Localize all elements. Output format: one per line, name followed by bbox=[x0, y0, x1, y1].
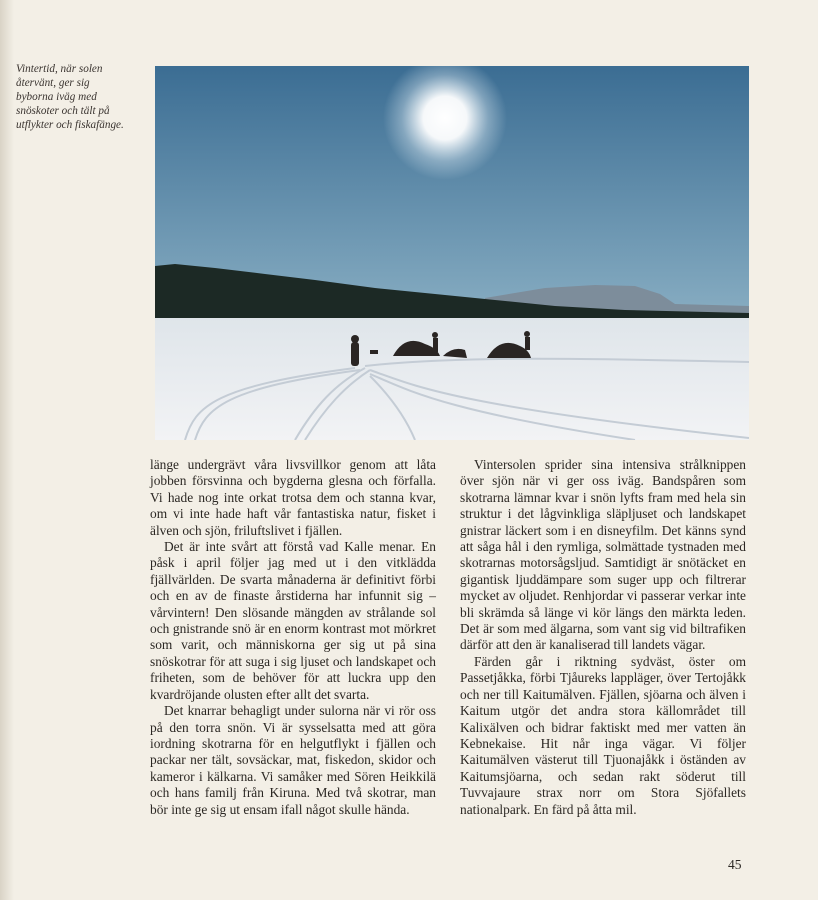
winter-lake-photo bbox=[155, 66, 749, 440]
frozen-lake bbox=[155, 318, 749, 440]
text-column-left bbox=[150, 457, 436, 818]
paragraph: Vintersolen sprider sina intensiva strålknippen över sjön när vi ger oss iväg. Bandspåren som skotrarna lämnar kvar i snön lyfts fram med hela sin struktur i det lågvinkliga släpljuset och landskapet gnistrar läckert som i en disneyfilm. Det känns synd att såga hål i den rymliga, solmättade tystnaden med skotrarnas motorsågsljud. Samtidigt är snötäcket en gigantisk ljuddämpare som suger upp och filtrerar mycket av oljudet. Renhjordar vi passerar verkar inte bli skrämda så länge vi kör längs den märkta leden. Det är som med älgarna, som vant sig vid biltrafiken därför att den är kanaliserad till landets vägar. bbox=[460, 457, 746, 653]
photo-caption bbox=[16, 62, 138, 132]
caption-line: återvänt, ger sig bbox=[16, 77, 90, 89]
caption-line: Vintertid, när solen bbox=[16, 63, 103, 75]
caption-line: utflykter och fiskafänge. bbox=[16, 119, 124, 131]
paragraph: länge undergrävt våra livsvillkor genom att låta jobben försvinna och bygderna glesna och förfalla. Vi hade nog inte orkat trotsa dem och stanna kvar, om vi inte hade haft vår fantastiska natur, fisket i älven och sjön, friluftslivet i fjällen. bbox=[150, 457, 436, 538]
page-number: 45 bbox=[728, 857, 742, 872]
paragraph: Det är inte svårt att förstå vad Kalle menar. En påsk i april följer jag med ut i den vitklädda fjällvärlden. De svarta månaderna är definitivt förbi och en av de finaste årstiderna har infunnit sig – vårvintern! Den slösande mängden av strålande sol och gnistrande snö är en enorm kontrast mot mörkret som varit, och människorna ger sig ut på sina snöskotrar för att suga i sig ljuset och landskapet och friheten, som de behöver för att luckra upp den kvardröjande olusten efter allt det svarta. bbox=[150, 539, 436, 702]
caption-line: byborna iväg med bbox=[16, 91, 97, 103]
paragraph: Färden går i riktning sydväst, öster om Passetjåkka, förbi Tjåureks lappläger, över Tertojåkk och ner till Kaitumälven. Fjällen, sjöarna och älven i Kaitum utgör det andra stora källområdet till Kalixälven och bidrar faktiskt med mer vatten än Kebnekaise. Hit når inga vägar. Vi följer Kaitumälven västerut till Tjuonajåkk i öständen av Kaitumsjöarna, och sedan rakt söderut till Tuvvajaure strax norr om Stora Sjöfallets nationalpark. En färd på åtta mil. bbox=[460, 653, 746, 817]
photo-illustration bbox=[155, 66, 749, 440]
paragraph: Det knarrar behagligt under sulorna när vi rör oss på den torra snön. Vi är sysselsatta med att göra iordning skotrarna för en helgutflykt i fjällen och packar ner tält, sovsäckar, mat, fiskedon, skidor och kameror i kälkarna. Vi samåker med Sören Heikkilä och hans familj från Kiruna. Med två skotrar, man bör inte ge sig ut ensam ifall något skulle hända. bbox=[150, 703, 436, 817]
caption-line: snöskoter och tält på bbox=[16, 105, 110, 117]
text-column-right bbox=[460, 457, 746, 818]
page-binding-edge bbox=[0, 0, 14, 900]
